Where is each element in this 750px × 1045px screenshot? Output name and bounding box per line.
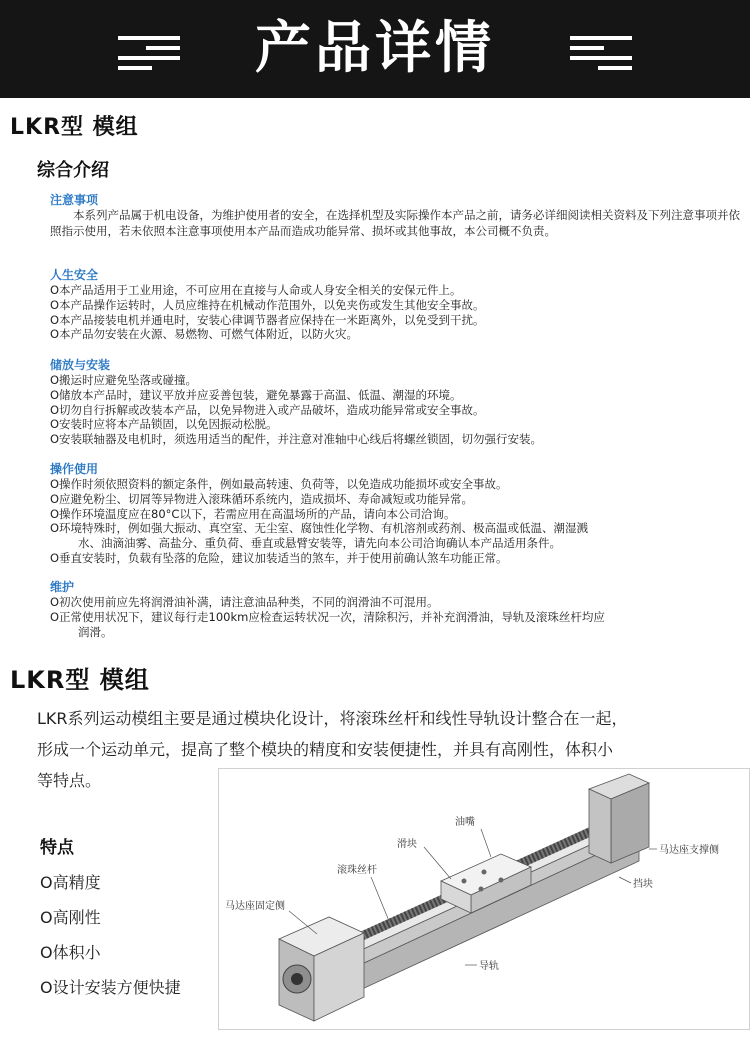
- storage-section: [50, 358, 740, 447]
- operation-item: O环境特殊时，例如强大振动、真空室、无尘室、腐蚀性化学物、有机溶剂或药剂、极高温或低温、潮湿溅: [50, 521, 589, 536]
- maintenance-item-cont: 润滑。: [78, 624, 113, 639]
- storage-item: O储放本产品时，建议平放并应妥善包装，避免暴露于高温、低温、潮湿的环境。: [50, 387, 462, 402]
- slider-bolt: [479, 887, 484, 892]
- operation-item-cont: 水、油滴油雾、高盐分、重负荷、垂直或悬臂安装等，请先向本公司洽询确认本产品适用条件。: [78, 536, 561, 551]
- leader-stopper: [619, 877, 631, 883]
- maintenance-item: O初次使用前应先将润滑油补满，请注意油品种类，不同的润滑油不可混用。: [50, 595, 439, 609]
- operation-item: O应避免粉尘、切屑等异物进入滚珠循环系统内，造成损坏、寿命减短或功能异常。: [50, 491, 474, 506]
- slider-bolt: [482, 870, 487, 875]
- leader-slider: [424, 847, 451, 879]
- operation-section: [50, 462, 740, 566]
- label-motor-fixed: 马达座固定侧: [225, 901, 285, 912]
- operation-item: O操作环境温度应在80°C以下，若需应用在高温场所的产品，请向本公司洽询。: [50, 506, 456, 521]
- intro-line: 等特点。: [37, 771, 102, 790]
- safety-item: O本产品适用于工业用途，不可应用在直接与人命或人身安全相关的安保元件上。: [50, 283, 462, 297]
- storage-title: 储放与安装: [50, 358, 111, 372]
- slider-bolt: [462, 879, 467, 884]
- section-heading-lkr-2: LKR型 模组: [10, 666, 150, 694]
- leader-ball-screw: [371, 877, 389, 921]
- label-oil-nipple: 油嘴: [455, 817, 475, 828]
- intro-line: LKR系列运动模组主要是通过模块化设计，将滚珠丝杆和线性导轨设计整合在一起，: [37, 709, 628, 728]
- notice-section: [50, 193, 740, 239]
- module-illustration: [219, 769, 749, 1029]
- maintenance-title: 维护: [50, 580, 75, 594]
- subheading-overview: 综合介绍: [37, 160, 109, 181]
- storage-item: O安装时应将本产品锁固，以免因振动松脱。: [50, 417, 278, 432]
- label-rail: 导轨: [479, 961, 499, 972]
- storage-item: O安装联轴器及电机时，须选用适当的配件，并注意对准轴中心线后将螺丝锁固，切勿强行安装。: [50, 432, 543, 447]
- motor-mount-bore: [291, 973, 303, 985]
- safety-section: [50, 268, 740, 342]
- label-slider: 滑块: [397, 839, 417, 850]
- safety-item: O本产品操作运转时，人员应维持在机械动作范围外，以免夹伤或发生其他安全事故。: [50, 297, 485, 312]
- feature-item: O体积小: [40, 943, 101, 962]
- storage-item: O搬运时应避免坠落或碰撞。: [50, 373, 198, 387]
- label-ball-screw: 滚珠丝杆: [337, 865, 377, 876]
- banner-title: 产品详情: [255, 16, 495, 81]
- safety-item: O本产品勿安装在火源、易燃物、可燃气体附近，以防火灾。: [50, 327, 359, 342]
- notice-text: 本系列产品属于机电设备，为维护使用者的安全，在选择机型及实际操作本产品之前，请务必详细阅读相关资料及下列注意事项并依照指示使用，若未依照本注意事项使用本产品而造成功能异常、损坏或其他事故，本公司概不负责。: [50, 208, 740, 238]
- label-motor-support: 马达座支撑侧: [659, 845, 719, 856]
- rail-side: [319, 835, 639, 1009]
- notice-title: 注意事项: [50, 193, 99, 207]
- label-stopper: 挡块: [633, 879, 653, 890]
- storage-item: O切勿自行拆解或改装本产品，以免异物进入或产品破坏，造成功能异常或安全事故。: [50, 402, 485, 417]
- feature-item: O高精度: [40, 873, 101, 892]
- feature-item: O设计安装方便快捷: [40, 978, 181, 997]
- linear-module-diagram: [218, 768, 750, 1030]
- operation-title: 操作使用: [50, 462, 99, 476]
- features-title: 特点: [40, 838, 74, 858]
- maintenance-item: O正常使用状况下，建议每行走100km应检查运转状况一次，清除积污，并补充润滑油，导轨及滚珠丝杆均应: [50, 609, 605, 624]
- header-banner: [0, 0, 750, 98]
- motor-support-side: [589, 789, 611, 863]
- safety-item: O本产品接装电机并通电时，安装心律调节器者应保持在一米距离外，以免受到干扰。: [50, 312, 485, 327]
- operation-item: O操作时须依照资料的额定条件，例如最高转速、负荷等，以免造成功能损坏或安全事故。: [50, 477, 508, 491]
- maintenance-section: [50, 580, 740, 639]
- feature-item: O高刚性: [40, 908, 101, 927]
- safety-title: 人生安全: [50, 268, 99, 282]
- operation-item: O垂直安装时，负载有坠落的危险，建议加装适当的煞车，并于使用前确认煞车功能正常。: [50, 550, 508, 565]
- slider-bolt: [499, 878, 504, 883]
- section-heading-lkr: LKR型 模组: [10, 115, 139, 140]
- leader-oil: [481, 829, 491, 857]
- intro-line: 形成一个运动单元，提高了整个模块的精度和安装便捷性，并具有高刚性，体积小: [37, 740, 614, 759]
